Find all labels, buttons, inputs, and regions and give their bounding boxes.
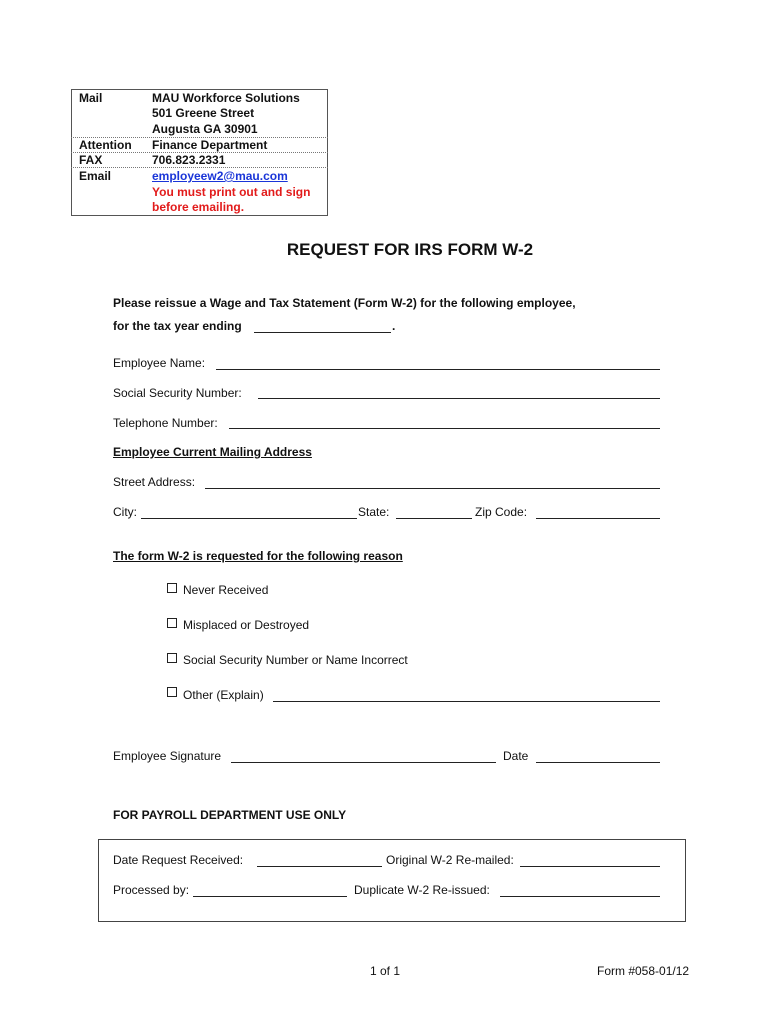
date-label: Date — [503, 749, 529, 763]
signature-field[interactable] — [231, 762, 496, 763]
zip-label: Zip Code: — [475, 505, 528, 519]
other-checkbox[interactable] — [167, 687, 177, 697]
attention-label: Attention — [79, 138, 132, 152]
fax-label: FAX — [79, 153, 103, 167]
city-label: City: — [113, 505, 137, 519]
email-link[interactable]: employeew2@mau.com — [152, 169, 288, 183]
duplicate-reissued-field[interactable] — [500, 896, 660, 897]
other-explain-field[interactable] — [273, 701, 660, 702]
ssn-label: Social Security Number: — [113, 386, 242, 400]
original-remailed-label: Original W-2 Re-mailed: — [386, 853, 514, 867]
duplicate-reissued-label: Duplicate W-2 Re-issued: — [354, 883, 490, 897]
original-remailed-field[interactable] — [520, 866, 660, 867]
payroll-box — [98, 839, 686, 922]
reason-option: Other (Explain) — [183, 688, 264, 702]
employee-name-field[interactable] — [216, 369, 660, 370]
processed-by-field[interactable] — [193, 896, 347, 897]
intro-period: . — [392, 319, 396, 333]
sign-note-line2: before emailing. — [152, 200, 245, 214]
ssn-incorrect-checkbox[interactable] — [167, 653, 177, 663]
date-field[interactable] — [536, 762, 660, 763]
org-name: MAU Workforce Solutions — [152, 91, 300, 105]
tax-year-field[interactable] — [254, 332, 391, 333]
reason-option: Never Received — [183, 583, 269, 597]
payroll-heading: FOR PAYROLL DEPARTMENT USE ONLY — [113, 808, 347, 822]
telephone-label: Telephone Number: — [113, 416, 218, 430]
address-heading: Employee Current Mailing Address — [113, 445, 312, 459]
street-label: Street Address: — [113, 475, 196, 489]
intro-line2: for the tax year ending — [113, 319, 242, 333]
reason-option: Misplaced or Destroyed — [183, 618, 310, 632]
date-received-label: Date Request Received: — [113, 853, 244, 867]
fax-value: 706.823.2331 — [152, 153, 226, 167]
contact-divider — [71, 167, 328, 168]
reason-heading: The form W-2 is requested for the following reason — [113, 549, 403, 563]
org-street: 501 Greene Street — [152, 106, 255, 120]
form-number: Form #058-01/12 — [597, 964, 690, 978]
date-received-field[interactable] — [257, 866, 382, 867]
page-number: 1 of 1 — [369, 964, 401, 978]
employee-name-label: Employee Name: — [113, 356, 206, 370]
email-label: Email — [79, 169, 112, 183]
state-field[interactable] — [396, 518, 472, 519]
ssn-field[interactable] — [258, 398, 660, 399]
mail-label: Mail — [79, 91, 103, 105]
intro-line1: Please reissue a Wage and Tax Statement (Form W-2) for the following employee, — [113, 296, 576, 310]
attention-value: Finance Department — [152, 138, 268, 152]
state-label: State: — [358, 505, 390, 519]
street-field[interactable] — [205, 488, 660, 489]
sign-note-line1: You must print out and sign — [152, 185, 311, 199]
never-received-checkbox[interactable] — [167, 583, 177, 593]
city-field[interactable] — [141, 518, 357, 519]
reason-option: Social Security Number or Name Incorrect — [183, 653, 408, 667]
zip-field[interactable] — [536, 518, 660, 519]
processed-by-label: Processed by: — [113, 883, 190, 897]
telephone-field[interactable] — [229, 428, 660, 429]
misplaced-checkbox[interactable] — [167, 618, 177, 628]
page-title: REQUEST FOR IRS FORM W-2 — [286, 240, 534, 259]
org-city: Augusta GA 30901 — [152, 122, 258, 136]
signature-label: Employee Signature — [113, 749, 222, 763]
